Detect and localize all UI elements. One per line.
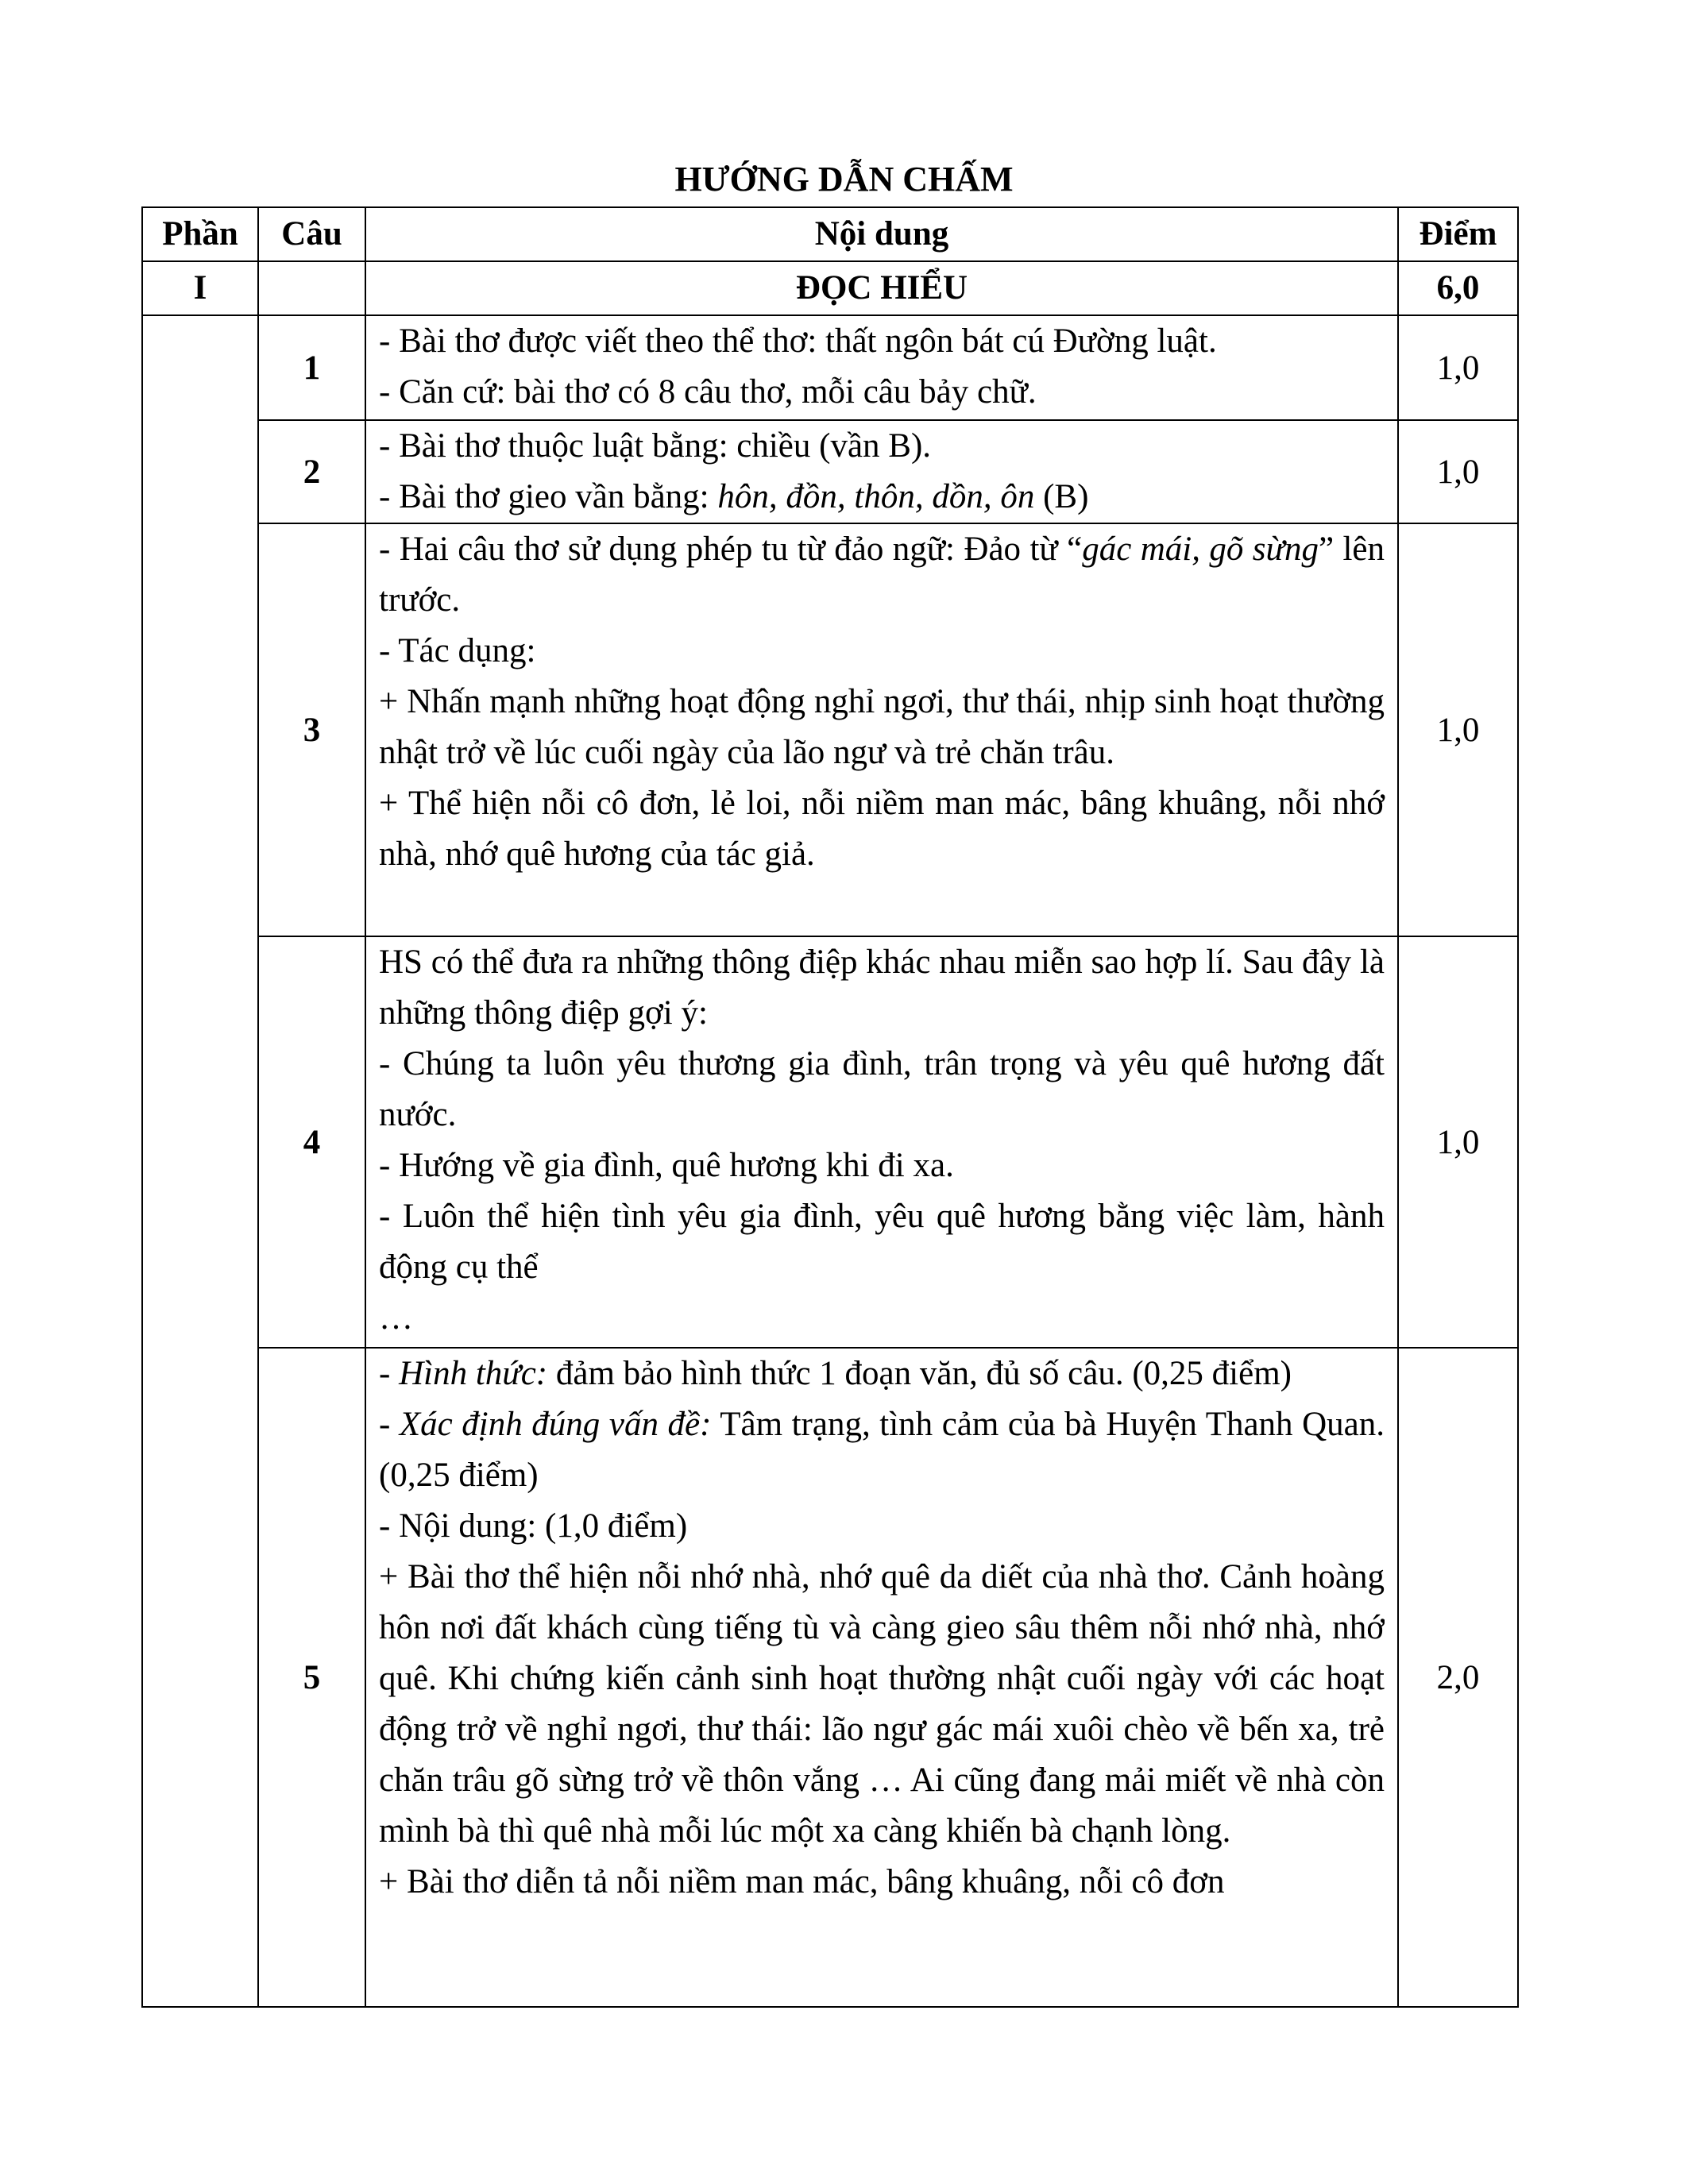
score: 1,0 — [1398, 936, 1518, 1348]
table-row — [142, 1348, 1518, 2007]
table-row — [142, 315, 1518, 420]
table-row — [142, 420, 1518, 523]
rhyme-words: hôn, đồn, thôn, dồn, ôn — [717, 478, 1035, 515]
question-number: 2 — [258, 420, 365, 523]
section-cau-empty — [258, 261, 365, 315]
section-phan: I — [142, 261, 258, 315]
answer-text: ” lên trước. — [379, 531, 1385, 619]
answer-paragraph — [379, 1349, 1385, 1399]
answer-content — [365, 315, 1398, 420]
phan-empty-cell — [142, 315, 258, 2007]
score: 1,0 — [1398, 523, 1518, 936]
header-cau: Câu — [258, 207, 365, 261]
answer-text: - Bài thơ gieo vần bằng: — [379, 478, 718, 515]
section-diem: 6,0 — [1398, 261, 1518, 315]
answer-paragraph — [379, 1399, 1385, 1501]
section-row — [142, 261, 1518, 315]
answer-paragraph: - Chúng ta luôn yêu thương gia đình, trân trọng và yêu quê hương đất nước. — [379, 1045, 1385, 1133]
criterion-label: - Hình thức: — [379, 1355, 548, 1392]
question-number: 3 — [258, 523, 365, 936]
answer-line: - Bài thơ được viết theo thể thơ: thất ngôn bát cú Đường luật. — [379, 322, 1217, 360]
grading-table — [141, 206, 1519, 2008]
answer-content — [365, 523, 1398, 936]
criterion-label: - Xác định đúng vấn đề: — [379, 1406, 712, 1443]
answer-content — [365, 936, 1398, 1348]
answer-line: - Bài thơ thuộc luật bằng: chiều (vần B). — [379, 427, 932, 465]
score: 2,0 — [1398, 1348, 1518, 2007]
answer-paragraph: + Nhấn mạnh những hoạt động nghỉ ngơi, thư thái, nhịp sinh hoạt thường nhật trở về lúc cuối ngày của lão ngư và trẻ chăn trâu. — [379, 683, 1385, 771]
answer-paragraph: - Tác dụng: — [379, 632, 536, 669]
answer-text: - Hai câu thơ sử dụng phép tu từ đảo ngữ: Đảo từ “ — [379, 531, 1083, 568]
section-title: ĐỌC HIỂU — [365, 261, 1398, 315]
answer-paragraph: - Luôn thể hiện tình yêu gia đình, yêu quê hương bằng việc làm, hành động cụ thể — [379, 1198, 1385, 1286]
header-phan: Phần — [142, 207, 258, 261]
answer-paragraph: … — [379, 1299, 413, 1337]
answer-paragraph: + Bài thơ thể hiện nỗi nhớ nhà, nhớ quê da diết của nhà thơ. Cảnh hoàng hôn nơi đất khách cùng tiếng tù và càng gieo sâu thêm nỗi nhớ nhà, nhớ quê. Khi chứng kiến cảnh sinh hoạt thường nhật cuối ngày với các hoạt động trở về nghỉ ngơi, thư thái: lão ngư gác mái xuôi chèo về bến xa, trẻ chăn trâu gõ sừng trở về thôn vắng … Ai cũng đang mải miết về nhà còn mình bà thì quê nhà mỗi lúc một xa càng khiến bà chạnh lòng. — [379, 1558, 1385, 1850]
answer-content — [365, 1348, 1398, 2007]
inverted-words: gác mái, gõ sừng — [1082, 531, 1319, 568]
answer-paragraph: + Thể hiện nỗi cô đơn, lẻ loi, nỗi niềm man mác, bâng khuâng, nỗi nhớ nhà, nhớ quê hương của tác giả. — [379, 785, 1385, 873]
answer-content — [365, 420, 1398, 523]
table-header-row — [142, 207, 1518, 261]
answer-text: đảm bảo hình thức 1 đoạn văn, đủ số câu. (0,25 điểm) — [547, 1355, 1292, 1392]
answer-line — [379, 472, 1385, 523]
score: 1,0 — [1398, 315, 1518, 420]
page-title: HƯỚNG DẪN CHẤM — [674, 160, 1014, 199]
answer-paragraph: + Bài thơ diễn tả nỗi niềm man mác, bâng khuâng, nỗi cô đơn — [379, 1863, 1225, 1900]
score: 1,0 — [1398, 420, 1518, 523]
header-noi-dung: Nội dung — [365, 207, 1398, 261]
answer-text: Tâm trạng, tình cảm của bà Huyện Thanh Quan. (0,25 điểm) — [379, 1406, 1385, 1494]
question-number: 4 — [258, 936, 365, 1348]
answer-paragraph: - Hướng về gia đình, quê hương khi đi xa. — [379, 1147, 954, 1184]
question-number: 1 — [258, 315, 365, 420]
answer-paragraph — [379, 524, 1385, 626]
answer-paragraph: - Nội dung: (1,0 điểm) — [379, 1507, 688, 1545]
answer-text: (B) — [1034, 478, 1089, 515]
answer-line: - Căn cứ: bài thơ có 8 câu thơ, mỗi câu bảy chữ. — [379, 373, 1037, 411]
table-row — [142, 936, 1518, 1348]
question-number: 5 — [258, 1348, 365, 2007]
answer-paragraph: HS có thể đưa ra những thông điệp khác nhau miễn sao hợp lí. Sau đây là những thông điệp gợi ý: — [379, 943, 1385, 1032]
header-diem: Điểm — [1398, 207, 1518, 261]
table-row — [142, 523, 1518, 936]
